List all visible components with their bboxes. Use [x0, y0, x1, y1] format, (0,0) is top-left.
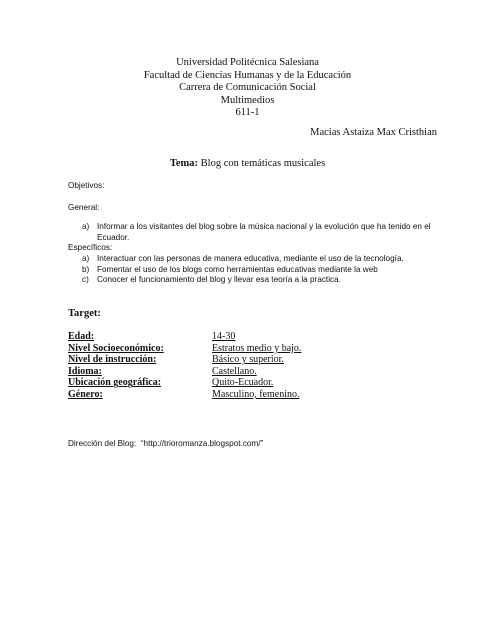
list-item-text: Fomentar el uso de los blogs como herramientas educativas mediante la web — [97, 264, 378, 274]
header-line-section: 611-1 — [235, 107, 260, 119]
target-value: Estratos medio y bajo. — [212, 342, 302, 354]
target-heading: Target: — [68, 308, 101, 319]
specific-objectives-list — [68, 254, 438, 286]
header-line-course: Multimedios — [220, 94, 275, 106]
target-label: Género: — [68, 388, 103, 400]
target-label: Ubicación geográfica: — [68, 377, 162, 389]
target-row-socioeconomic — [68, 343, 408, 355]
header-line-career: Carrera de Comunicación Social — [179, 82, 316, 94]
target-row-gender — [68, 389, 408, 401]
list-item-letter: a) — [82, 254, 90, 263]
list-item — [68, 222, 438, 243]
target-row-language — [68, 366, 408, 378]
target-label: Nivel de instrucción: — [68, 354, 157, 366]
list-item — [68, 265, 438, 276]
target-row-location — [68, 377, 408, 389]
list-item — [68, 275, 438, 286]
general-heading: General: — [68, 203, 100, 212]
target-row-education — [68, 354, 408, 366]
target-row-age — [68, 331, 408, 343]
specific-heading: Específicos: — [68, 243, 113, 252]
blog-url: “http://trioromanza.blogspot.com/” — [140, 439, 264, 448]
topic-value: Blog con temáticas musicales — [200, 158, 326, 169]
list-item-text: Interactuar con las personas de manera educativa, mediante el uso de la tecnología. — [97, 254, 404, 263]
target-label: Edad: — [68, 331, 95, 342]
target-label: Idioma: — [68, 365, 102, 377]
list-item — [68, 254, 438, 265]
blog-address — [68, 439, 263, 450]
list-item-letter: a) — [82, 222, 90, 231]
header-line-university: Universidad Politécnica Salesiana — [176, 57, 319, 68]
list-item-letter: b) — [82, 264, 90, 274]
target-table — [68, 331, 408, 401]
list-item-text: Informar a los visitantes del blog sobre la música nacional y la evolución que ha tenido en el Ecuador. — [97, 222, 431, 242]
topic-line — [0, 158, 495, 169]
institution-header — [0, 57, 495, 120]
topic-label: Tema: — [169, 158, 199, 169]
list-item-text: Conocer el funcionamiento del blog y llevar esa teoría a la practica. — [97, 275, 341, 285]
objectives-heading: Objetivos: — [68, 181, 105, 190]
target-label: Nivel Socioeconómico: — [68, 342, 164, 354]
general-objectives-list — [68, 222, 438, 243]
target-value: Masculino, femenino. — [212, 388, 300, 400]
list-item-letter: c) — [82, 275, 89, 285]
header-line-faculty: Facultad de Ciencias Humanas y de la Educación — [143, 69, 352, 81]
blog-address-label: Dirección del Blog: — [68, 439, 137, 448]
target-value: Básico y superior. — [212, 354, 284, 366]
target-value: Castellano. — [212, 365, 257, 377]
target-value: Quito-Ecuador. — [212, 377, 274, 389]
author-name: Macias Astaiza Max Cristhian — [310, 127, 437, 138]
target-value: 14-30 — [212, 331, 236, 342]
